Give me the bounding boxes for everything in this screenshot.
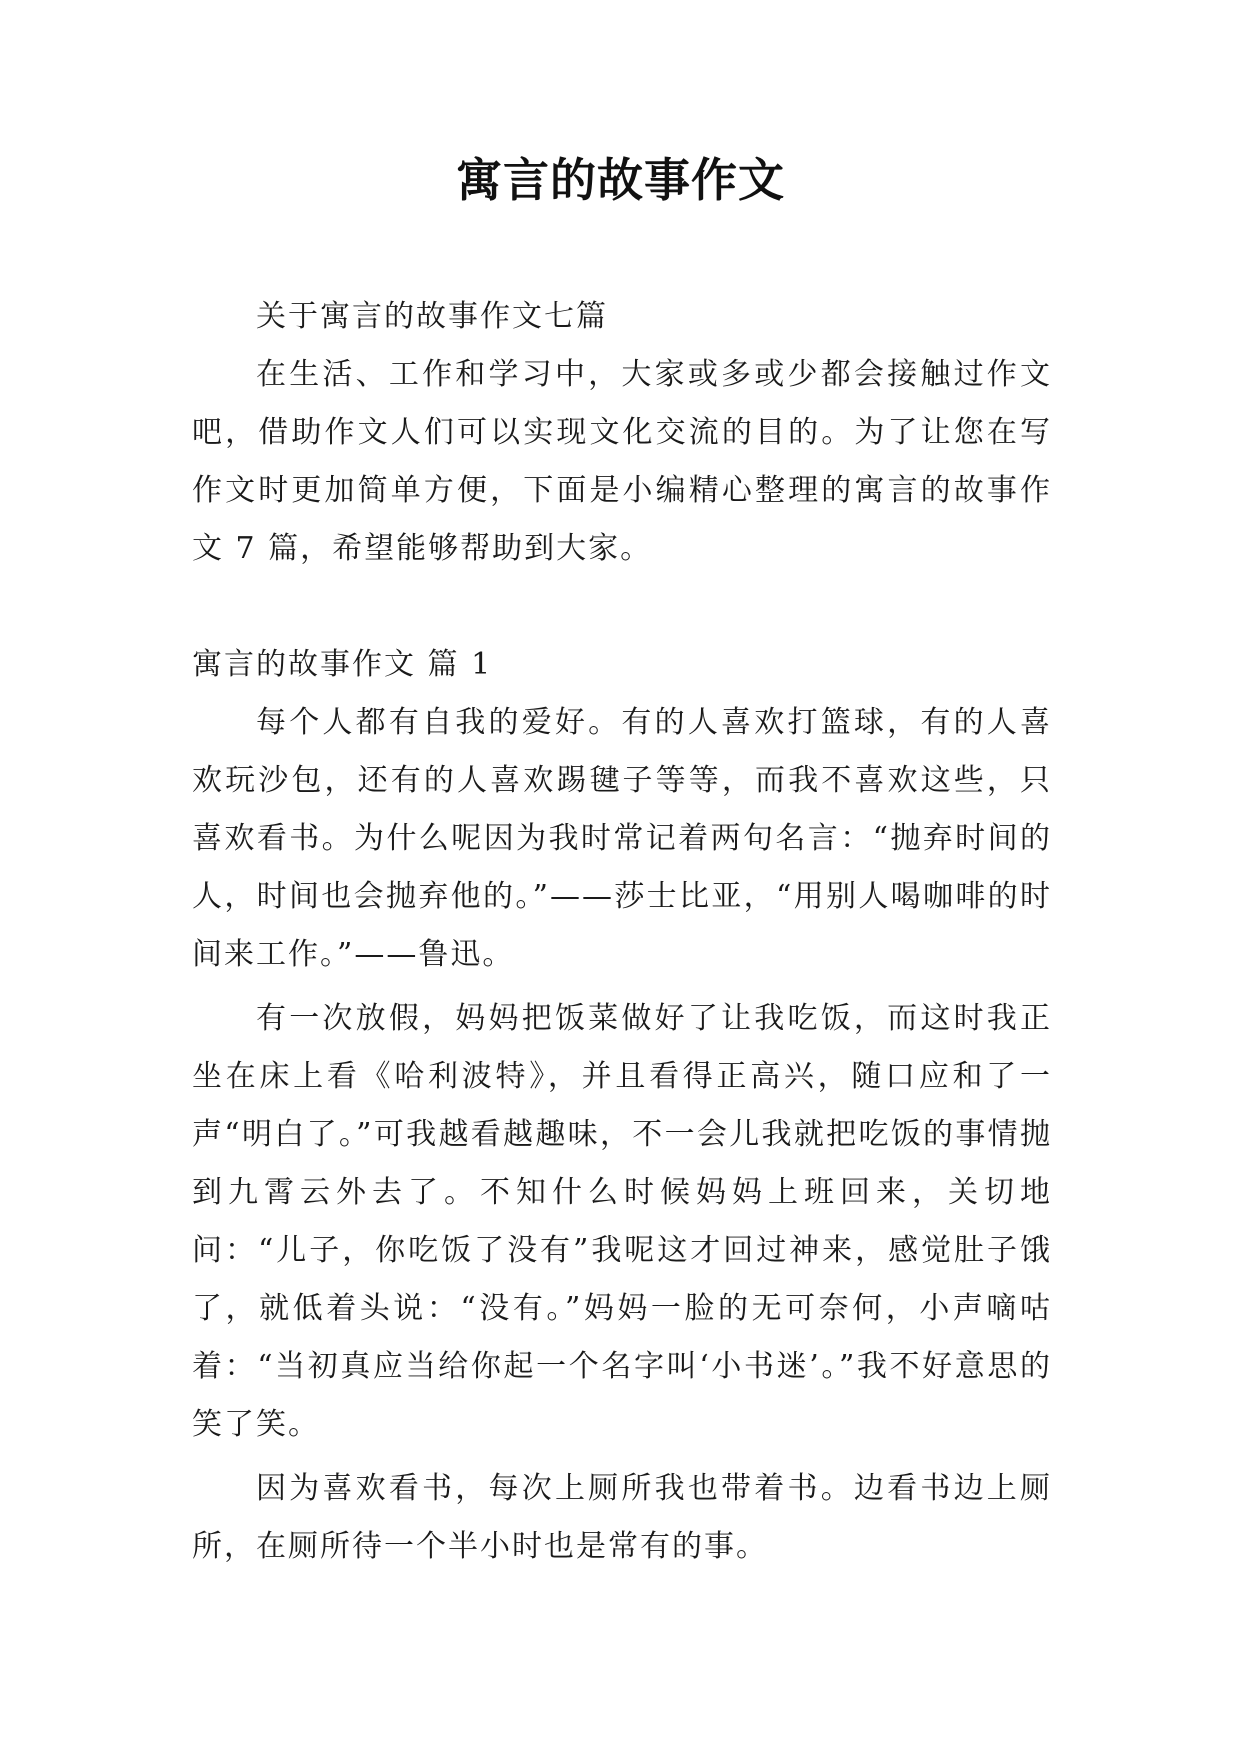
document-body [192,288,1052,1576]
intro-paragraph: 在生活、工作和学习中，大家或多或少都会接触过作文吧，借助作文人们可以实现文化交流的目的。为了让您在写作文时更加简单方便，下面是小编精心整理的寓言的故事作文 7 篇，希望能够帮助到大家。 [192,357,1052,566]
body-paragraph: 每个人都有自我的爱好。有的人喜欢打篮球，有的人喜欢玩沙包，还有的人喜欢踢毽子等等，而我不喜欢这些，只喜欢看书。为什么呢因为我时常记着两句名言：“抛弃时间的人，时间也会抛弃他的。”——莎士比亚，“用别人喝咖啡的时间来工作。”——鲁迅。 [192,705,1052,972]
body-paragraph: 因为喜欢看书，每次上厕所我也带着书。边看书边上厕所，在厕所待一个半小时也是常有的事。 [192,1471,1052,1564]
document-title: 寓言的故事作文 [456,153,785,207]
intro-heading: 关于寓言的故事作文七篇 [256,299,608,334]
section-heading: 寓言的故事作文 篇 1 [192,647,493,682]
body-paragraph: 有一次放假，妈妈把饭菜做好了让我吃饭，而这时我正坐在床上看《哈利波特》，并且看得正高兴，随口应和了一声“明白了。”可我越看越趣味，不一会儿我就把吃饭的事情抛到九霄云外去了。不知什么时候妈妈上班回来，关切地问：“儿子，你吃饭了没有”我呢这才回过神来，感觉肚子饿了，就低着头说：“没有。”妈妈一脸的无可奈何，小声嘀咕着：“当初真应当给你起一个名字叫‘小书迷’。”我不好意思的笑了笑。 [192,1001,1052,1442]
